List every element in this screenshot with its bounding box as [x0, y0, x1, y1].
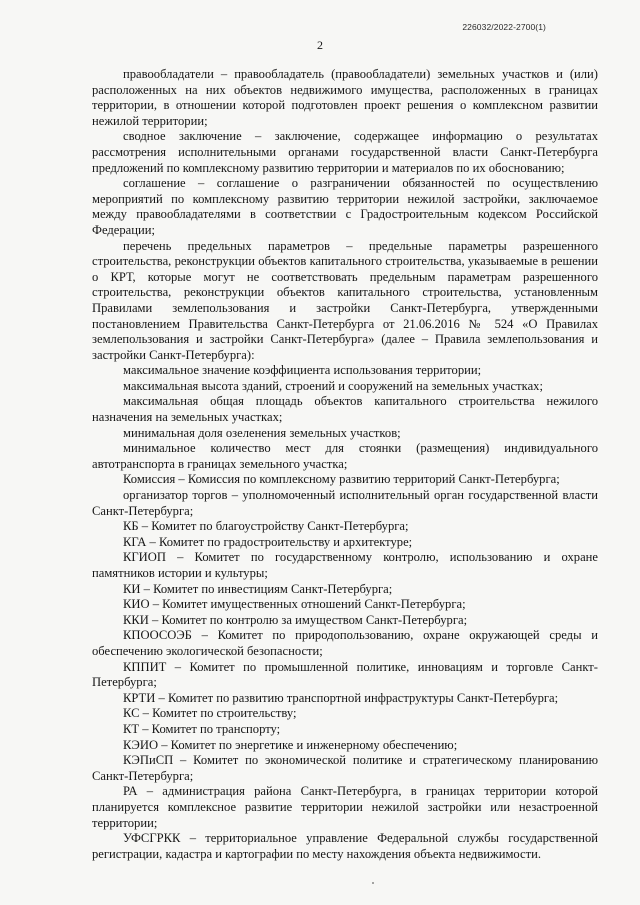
document-number: 226032/2022-2700(1): [462, 22, 546, 32]
paragraph-kgiop: КГИОП – Комитет по государственному контролю, использованию и охране памятников истории и культуры;: [92, 550, 598, 580]
paragraph-stoyanki: минимальное количество мест для стоянки (размещения) индивидуального автотранспорта в границах земельного участка;: [92, 441, 598, 471]
paragraph-ks: КС – Комитет по строительству;: [123, 706, 297, 721]
paragraph-krti: КРТИ – Комитет по развитию транспортной инфраструктуры Санкт-Петербурга;: [123, 690, 559, 705]
paragraph-kppit: КППИТ – Комитет по промышленной политике, инновациям и торговле Санкт-Петербурга;: [92, 659, 598, 690]
paragraph-ki: КИ – Комитет по инвестициям Санкт-Петербурга;: [123, 581, 393, 596]
paragraph-ra: РА – администрация района Санкт-Петербурга, в границах территории которой планируется комплексное развитие территории нежилой застройки или незастроенной территории;: [92, 784, 598, 830]
paragraph-kb: КБ – Комитет по благоустройству Санкт-Петербурга;: [123, 519, 409, 534]
paragraph-pravoobladateli: правообладатели – правообладатель (правообладатели) земельных участков и (или) расположенных на них объектов недвижимого имущества, расположенных в границах территории, в отношении которой подготовлен проект решения о комплексном развитии нежилой территории;: [92, 67, 598, 128]
paragraph-kepisp: КЭПиСП – Комитет по экономической политике и стратегическому планированию Санкт-Петербурга;: [92, 753, 598, 783]
paragraph-koefficient: максимальное значение коэффициента использования территории;: [123, 363, 482, 378]
paragraph-svodnoe-zaklyuchenie: сводное заключение – заключение, содержащее информацию о результатах рассмотрения исполнительными органами государственной власти Санкт-Петербурга предложений по комплексному развитию территории и материалов по их обоснованию;: [92, 129, 598, 175]
paragraph-organizator-torgov: организатор торгов – уполномоченный исполнительный орган государственной власти Санкт-Петербурга;: [92, 488, 598, 518]
paragraph-perechen-parametrov: перечень предельных параметров – предельные параметры разрешенного строительства, реконструкции объектов капитального строительства, указываемые в решении о КРТ, которые могут не соответствовать предельным параметрам разрешенного строительства, реконструкции объектов капитального строительства, установленным Правилами землепользования и застройки Санкт-Петербурга, утвержденными постановлением Правительства Санкт-Петербурга от 21.06.2016 № 524 «О Правилах землепользования и застройки Санкт-Петербурга» (далее – Правила землепользования и застройки Санкт-Петербурга):: [92, 238, 598, 362]
paragraph-kio: КИО – Комитет имущественных отношений Санкт-Петербурга;: [123, 597, 466, 612]
paragraph-kga: КГА – Комитет по градостроительству и архитектуре;: [123, 534, 413, 549]
paragraph-vysota: максимальная высота зданий, строений и сооружений на земельных участках;: [123, 378, 543, 393]
paragraph-kt: КТ – Комитет по транспорту;: [123, 721, 281, 736]
paragraph-komissiya: Комиссия – Комиссия по комплексному развитию территорий Санкт-Петербурга;: [123, 472, 560, 487]
paragraph-ufsgrkk: УФСГРКК – территориальное управление Федеральной службы государственной регистрации, кадастра и картографии по месту нахождения объекта недвижимости.: [92, 831, 598, 861]
paragraph-soglashenie: соглашение – соглашение о разграничении обязанностей по осуществлению мероприятий по комплексному развитию территории нежилой застройки, заключаемое между правообладателями в соответствии с Градостроительным кодексом Российской Федерации;: [92, 176, 598, 237]
paragraph-kki: ККИ – Комитет по контролю за имуществом Санкт-Петербурга;: [123, 612, 468, 627]
paragraph-ploshchad: максимальная общая площадь объектов капитального строительства нежилого назначения на земельных участках;: [92, 394, 598, 425]
page-number: 2: [317, 38, 323, 52]
document-body: [92, 67, 598, 862]
paragraph-kpoosoeb: КПООСОЭБ – Комитет по природопользованию, охране окружающей среды и обеспечению экологической безопасности;: [92, 628, 598, 658]
paragraph-keio: КЭИО – Комитет по энергетике и инженерному обеспечению;: [123, 737, 458, 752]
scan-speck: [372, 882, 374, 884]
paragraph-ozelenenie: минимальная доля озеленения земельных участков;: [123, 425, 401, 440]
